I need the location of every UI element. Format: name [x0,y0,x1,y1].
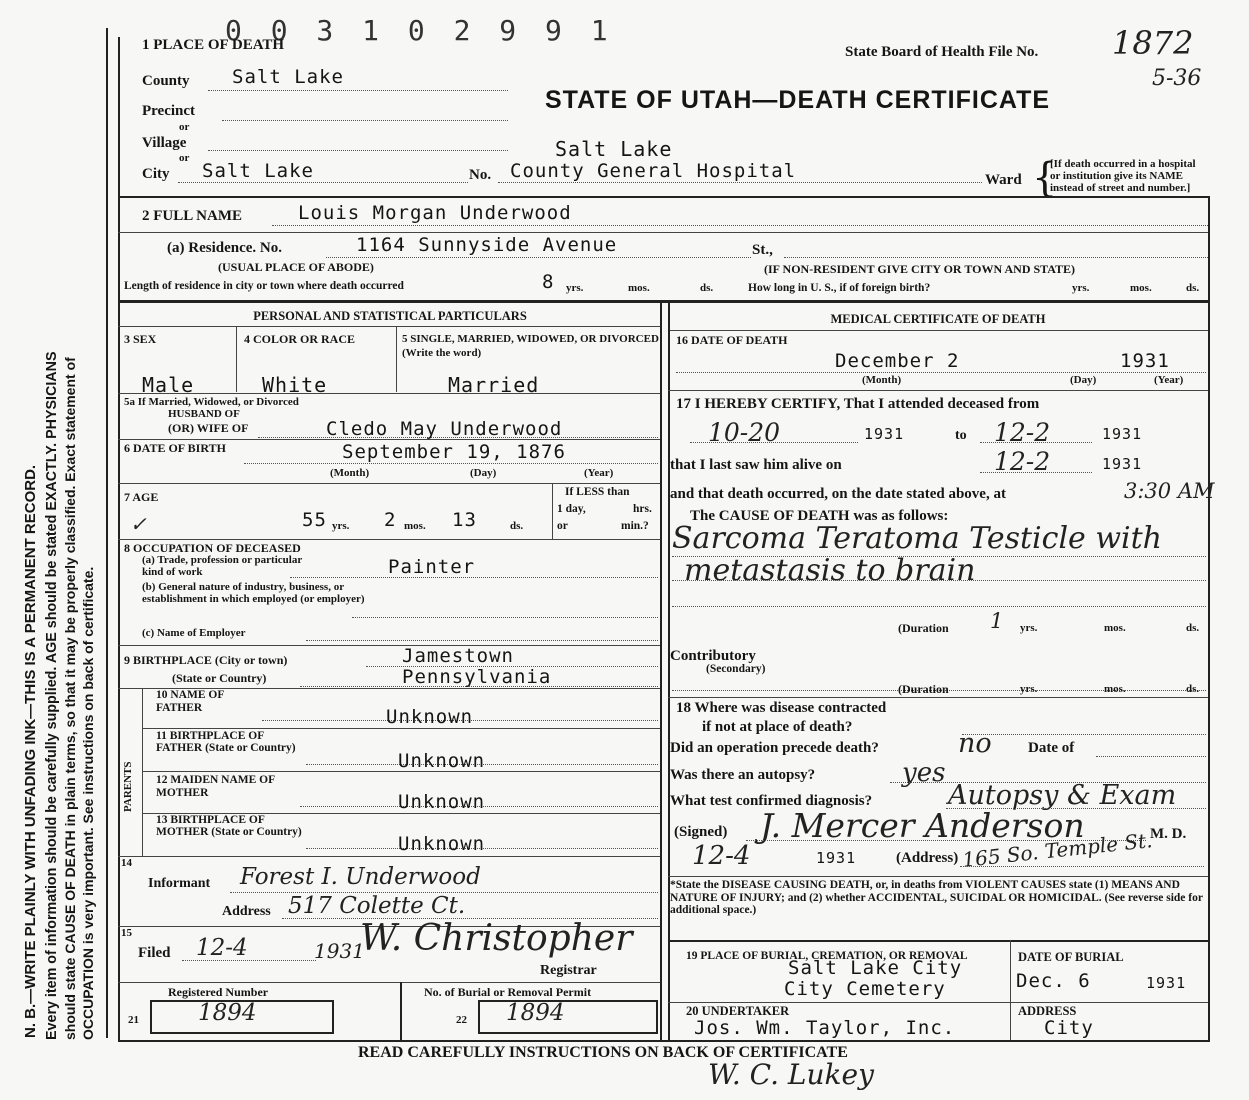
undertaker-address-value: City [1044,1017,1094,1039]
signed-date: 12-4 [692,841,751,871]
length-mos-unit: mos. [628,282,650,294]
duration-label: (Duration [898,621,949,635]
contributory-label: Contributory [670,648,756,664]
undertaker-address-label: ADDRESS [1018,1004,1077,1018]
cause-of-death-label: The CAUSE OF DEATH was as follows: [690,508,949,524]
certify-text: 17 I HEREBY CERTIFY, That I attended deceased from [676,396,1040,412]
us-residence-label: How long in U. S., if of foreign birth? [748,282,931,294]
occupation-b-label: (b) General nature of industry, business, or establishment in which employed (or employer) [142,581,365,605]
duration-mos-unit: mos. [1104,622,1126,634]
occupation-value: Painter [388,556,476,578]
permanent-record-note: N. B.—WRITE PLAINLY WITH UNFADING INK—THIS IS A PERMANENT RECORD. [22,464,39,1038]
burial-permit-value: 1894 [506,1000,565,1026]
mother-name-value: Unknown [398,791,486,813]
county-value: Salt Lake [232,66,344,88]
institution-line-1: Salt Lake [555,137,673,161]
length-years: 8 [542,271,555,293]
mother-birthplace-value: Unknown [398,833,486,855]
birthplace-state-label: (State or Country) [172,671,267,685]
informant-address-label: Address [222,904,271,919]
less-than-label: If LESS than [565,486,630,498]
duration-yrs-unit: yrs. [1020,622,1038,634]
operation-value: no [958,728,992,759]
contrib-yrs-unit: yrs. [1020,683,1038,695]
father-birthplace-value: Unknown [398,750,486,772]
less-day-label: 1 day, [557,503,586,515]
institution-line-2: County General Hospital [510,160,797,182]
burial-date-value: Dec. 6 [1016,970,1091,992]
age-years: 55 [302,509,327,531]
registered-number-index: 21 [128,1014,139,1026]
contrib-mos-unit: mos. [1104,683,1126,695]
contracted-label: 18 Where was disease contracted [676,700,887,716]
filed-date: 12-4 [196,935,248,961]
registrar-signature: W. Christopher [360,918,633,959]
contributory-duration-label: (Duration [898,682,949,696]
secondary-label: (Secondary) [706,663,766,675]
sex-label: 3 SEX [124,332,157,346]
employer-label: (c) Name of Employer [142,627,246,639]
autopsy-value: yes [902,758,946,788]
footer-signature: W. C. Lukey [708,1058,874,1091]
contracted-label-2: if not at place of death? [702,719,853,735]
dob-value: September 19, 1876 [342,441,566,463]
less-hrs-label: hrs. [633,503,652,515]
birthplace-city: Jamestown [402,645,514,667]
precinct-label: Precinct [142,103,196,119]
attended-from-year: 1931 [864,425,905,443]
death-certificate: N. B.—WRITE PLAINLY WITH UNFADING INK—THIS IS A PERMANENT RECORD. Every item of information should be carefully supplied. AGE should be stated EXACTLY. PHYSICIANS should state CAUSE OF DEATH in plain terms, so that it may be properly classified. Exact statement of OCCUPATION is very important. See instructions on back of certificate. 0 0 3 1 0 2 9 9 1 1 PLACE OF DEATH State Board of Health File No. 1872 5-36 STATE OF UTAH—DEATH CERTIFICATE County Salt Lake Precinct or Village or City Salt Lake No. Salt Lake County General Hospital Ward { [If death occurred in a hospital or institution give its NAME instead of street and number.] 2 FULL NAME Louis Morgan Underwood (a) Residence. No. 1164 Sunnyside Avenue St., (USUAL PLACE OF ABODE) (IF NON-RESIDENT GIVE CITY OR TOWN AND STATE) Length of residence in city or town where death occurred 8 yrs. mos. ds. How long in U. S., if of foreign birth? yrs. mos. ds. PERSONAL AND STATISTICAL PARTICULARS MEDICAL CERTIFICATE OF DEATH 3 SEX 4 COLOR OR RACE 5 SINGLE, MARRIED, WIDOWED, OR DIVORCED (Write the word) Male White Married 5a If Married, Widowed, or Divorced HUSBAND OF (OR) WIFE OF Cledo May Underwood 6 DATE OF BIRTH September 19, 1876 (Month) (Day) (Year) 7 AGE ✓ 55 yrs. 2 mos. 13 ds. If LESS than 1 day, hrs. or min.? 8 OCCUPATION OF DECEASED (a) Trade, profession or particular kind of work Painter (b) General nature of industry, business, or establishment in which employed (or employer) (c) Name of Employer 9 BIRTHPLACE (City or town) Jamestown (State or Country) Pennsylvania PARENTS 10 NAME OF FATHER Unknown 11 BIRTHPLACE OF FATHER (State or Country) Unknown 12 MAIDEN NAME OF MOTHER Unknown 13 BIRTHPLACE OF MOTHER (State or Country) Unknown 14 Informant Forest I. Underwood Address 517 Colette Ct. 15 Filed 12-4 1931 W. Christopher Registrar Registered Number No. of Burial or Removal Permit 21 1894 22 1894 16 DATE OF DEATH December 2 1931 (Month) (Day) (Year) 17 I HEREBY CERTIFY, That I attended deceased from 10-20 1931 to 12-2 1931 that I last saw him alive on 12-2 1931 and that death occurred, on the date stated above, at 3:30 AM The CAUSE OF DEATH was as follows: Sarcoma Teratoma Testicle with metastasis to brain (Duration 1 yrs. mos. ds. Contributory (Secondary) (Duration yrs. mos. ds. 18 Where was disease contracted if not at place of death? Did an operation precede death? no Date of Was there an autopsy? yes What test confirmed diagnosis? Autopsy & Exam (Signed) J. Mercer Anderson M. D. 12-4 1931 (Address) 165 So. Temple St. *State the DISEASE CAUSING DEATH, or, in deaths from VIOLENT CAUSES state (1) MEANS AND NATURE OF INJURY; and (2) whether ACCIDENTAL, SUICIDAL OR HOMICIDAL. (See reverse side for additional space.) 19 PLACE OF BURIAL, CREMATION, OR REMOVAL Salt Lake City City Cemetery DATE OF BURIAL Dec. 6 1931 20 UNDERTAKER Jos. Wm. Taylor, Inc. ADDRESS City READ CAREFULLY INSTRUCTIONS ON BACK OF CERTIFICATE W. C. Lukey [0,0,1249,1100]
date-of-death-value: December 2 [835,350,960,372]
spouse-label-2: HUSBAND OF [168,408,240,420]
attended-to-year: 1931 [1102,425,1143,443]
dob-label: 6 DATE OF BIRTH [124,441,226,455]
mother-birthplace-label: 13 BIRTHPLACE OF MOTHER (State or Country) [156,814,302,838]
marital-label: 5 SINGLE, MARRIED, WIDOWED, OR DIVORCED (Write the word) [402,333,659,359]
residence-st-label: St., [752,242,773,258]
parents-label: PARENTS [122,761,134,812]
informant-label: Informant [148,876,211,891]
length-residence-label: Length of residence in city or town where death occurred [124,280,404,292]
usual-abode-label: (USUAL PLACE OF ABODE) [218,260,374,274]
city-value: Salt Lake [202,160,314,182]
test-value: Autopsy & Exam [948,780,1177,811]
length-ds-unit: ds. [700,282,714,294]
sex-value: Male [142,373,195,397]
us-mos-unit: mos. [1130,282,1152,294]
physician-signature: J. Mercer Anderson [760,806,1085,845]
attended-to-date: 12-2 [994,418,1051,447]
mother-name-label: 12 MAIDEN NAME OF MOTHER [156,774,275,799]
less-or-label: or [557,520,568,532]
burial-place-line-2: City Cemetery [784,978,946,1000]
burial-permit-label: No. of Burial or Removal Permit [424,985,592,999]
filed-label: Filed [138,945,171,961]
age-checkmark: ✓ [130,512,147,536]
signed-label: (Signed) [674,824,728,840]
md-label: M. D. [1150,826,1187,842]
length-yrs-unit: yrs. [566,282,584,294]
medical-section-title: MEDICAL CERTIFICATE OF DEATH [830,312,1046,326]
registrar-label: Registrar [540,963,597,978]
place-of-death-label: 1 PLACE OF DEATH [142,37,285,53]
race-label: 4 COLOR OR RACE [244,332,356,346]
us-yrs-unit: yrs. [1072,282,1090,294]
undertaker-label: 20 UNDERTAKER [686,1004,790,1018]
less-min-label: min.? [621,520,649,532]
residence-value: 1164 Sunnyside Avenue [356,234,618,256]
dob-day-label: (Day) [470,467,497,479]
county-label: County [142,73,190,89]
village-label: Village [142,135,187,151]
date-of-death-label: 16 DATE OF DEATH [676,333,788,347]
filed-number: 15 [121,927,132,939]
age-months: 2 [384,509,397,531]
residence-label: (a) Residence. No. [167,240,282,256]
instructions-footer: READ CAREFULLY INSTRUCTIONS ON BACK OF CERTIFICATE [358,1044,848,1061]
dod-month-label: (Month) [862,374,902,386]
dod-day-label: (Day) [1070,374,1097,386]
age-yrs-unit: yrs. [332,520,350,532]
personal-section-title: PERSONAL AND STATISTICAL PARTICULARS [253,309,527,323]
date-of-death-year: 1931 [1120,350,1170,372]
father-name-value: Unknown [386,706,474,728]
certificate-title: STATE OF UTAH—DEATH CERTIFICATE [545,86,1051,114]
attended-from-date: 10-20 [708,418,781,447]
burial-date-label: DATE OF BURIAL [1018,950,1124,964]
last-saw-year: 1931 [1102,455,1143,473]
dob-year-label: (Year) [584,467,614,479]
filed-year: 1931 [314,939,365,963]
age-label: 7 AGE [124,490,159,504]
test-label: What test confirmed diagnosis? [670,793,873,809]
dob-month-label: (Month) [330,467,370,479]
father-name-label: 10 NAME OF FATHER [156,689,224,714]
age-days: 13 [452,509,477,531]
time-of-death: 3:30 AM [1124,479,1215,503]
father-birthplace-label: 11 BIRTHPLACE OF FATHER (State or Country) [156,730,296,754]
informant-number: 14 [121,857,132,869]
burial-year-value: 1931 [1146,974,1187,992]
street-no-label: No. [469,167,492,183]
birthplace-state: Pennsylvania [402,666,552,688]
death-occurred-text: and that death occurred, on the date stated above, at [670,486,1006,502]
last-saw-date: 12-2 [994,447,1051,476]
or-label-1: or [179,121,190,133]
birthplace-label: 9 BIRTHPLACE (City or town) [124,653,288,667]
spouse-label-1: 5a If Married, Widowed, or Divorced [124,396,299,408]
ward-note: [If death occurred in a hospital or institution give its NAME instead of street and number.] [1050,158,1196,194]
spouse-value: Cledo May Underwood [326,418,563,440]
file-number: 1872 [1112,24,1194,62]
informant-address-value: 517 Colette Ct. [288,893,466,919]
full-name-label: 2 FULL NAME [142,208,243,224]
cause-line-2: metastasis to brain [684,553,976,588]
cause-footnote: *State the DISEASE CAUSING DEATH, or, in deaths from VIOLENT CAUSES state (1) MEANS AND NATURE OF INJURY; and (2) whether ACCIDENTAL, SUICIDAL OR HOMICIDAL. (See reverse side for additional space.) [670,879,1203,916]
instruction-note-line-1: Every item of information should be carefully supplied. AGE should be stated EXACTLY. PHYSICIANS [44,351,60,1040]
operation-label: Did an operation precede death? [670,740,879,756]
physician-address-label: (Address) [896,850,959,866]
city-label: City [142,166,170,182]
instruction-note-line-3: OCCUPATION is very important. See instructions on back of certificate. [80,566,96,1040]
occupation-label: 8 OCCUPATION OF DECEASED [124,541,301,555]
duration-ds-unit: ds. [1186,622,1200,634]
physician-address-value: 165 So. Temple St. [961,828,1154,872]
signed-year: 1931 [816,849,857,867]
marital-value: Married [448,373,540,397]
non-resident-label: (IF NON-RESIDENT GIVE CITY OR TOWN AND STATE) [764,262,1076,276]
undertaker-value: Jos. Wm. Taylor, Inc. [694,1017,956,1039]
us-ds-unit: ds. [1186,282,1200,294]
registered-number-value: 1894 [198,1000,257,1026]
informant-value: Forest I. Underwood [240,864,481,890]
spouse-label-3: (OR) WIFE OF [168,421,249,435]
last-saw-text: that I last saw him alive on [670,457,842,473]
instruction-note-line-2: should state CAUSE OF DEATH in plain terms, so that it may be properly classified. Exact statement of [62,357,78,1040]
race-value: White [262,373,328,397]
occupation-a-label: (a) Trade, profession or particular kind of work [142,554,303,578]
duration-years: 1 [990,609,1004,633]
contrib-ds-unit: ds. [1186,683,1200,695]
file-number-extra: 5-36 [1152,66,1202,91]
burial-place-line-1: Salt Lake City [788,957,963,979]
date-of-label: Date of [1028,740,1075,756]
burial-permit-index: 22 [456,1014,467,1026]
autopsy-label: Was there an autopsy? [670,767,816,783]
age-mos-unit: mos. [404,520,426,532]
burial-place-label: 19 PLACE OF BURIAL, CREMATION, OR REMOVAL [686,950,968,962]
registered-number-label: Registered Number [168,985,269,999]
full-name-value: Louis Morgan Underwood [298,202,572,224]
ward-label: Ward [985,172,1022,188]
or-label-2: or [179,152,190,164]
stamp-number: 0 0 3 1 0 2 9 9 1 [225,14,614,47]
age-ds-unit: ds. [510,520,524,532]
attended-to-label: to [955,428,967,443]
dod-year-label: (Year) [1154,374,1184,386]
file-number-label: State Board of Health File No. [845,44,1039,60]
cause-line-1: Sarcoma Teratoma Testicle with [672,521,1162,556]
